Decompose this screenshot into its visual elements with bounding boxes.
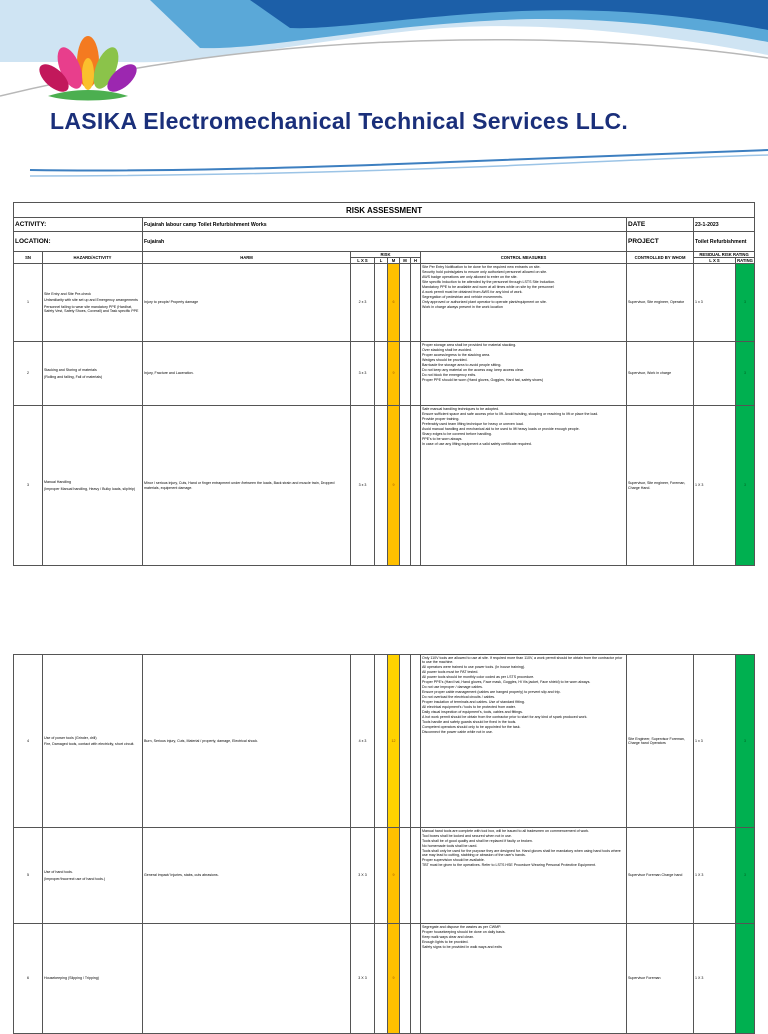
row-controlled-by: Supervisor Foreman Charge hand xyxy=(627,828,694,924)
assessment-title: RISK ASSESSMENT xyxy=(14,203,755,218)
control-item: Safe manual handling techniques to be adopted. xyxy=(422,406,500,411)
control-item: PPE's to be worn always. xyxy=(422,436,463,441)
row-lxs: 3 x 3 xyxy=(351,406,375,566)
control-item: Do not keep any material on the access way, keep access clear. xyxy=(422,367,524,372)
row-risk-score: 9 xyxy=(388,924,400,1034)
row-res-rating xyxy=(736,924,755,1034)
project-label: PROJECT xyxy=(627,232,694,252)
row-lxs: 3 X 3 xyxy=(351,828,375,924)
control-item: Proper access/egress to the stacking area. xyxy=(422,352,491,357)
hazard-line: (Rolling and falling, Fall of materials) xyxy=(44,374,103,379)
col-harm: HARM xyxy=(143,252,351,264)
row-m xyxy=(400,828,411,924)
row-controls xyxy=(421,342,627,406)
row-harm: General impact/ Injuries, stabs, cuts abrasions. xyxy=(143,828,351,924)
date-label: DATE xyxy=(627,218,694,232)
row-res-rating: 3 xyxy=(736,264,755,342)
row-m xyxy=(400,406,411,566)
control-item: Segregate and dispose the wastes as per CWMP. xyxy=(422,924,502,929)
control-item: Tools shall only be used for the purpose they are designed for. Hand gloves shall be mandatory when using hand tools where use may lead to cutting, stabbing or abrasion of the user's hands. xyxy=(422,848,621,857)
row-h xyxy=(411,924,421,1034)
location-label: LOCATION: xyxy=(14,232,143,252)
control-item: Tool boxes shall be locked and secured when not in use. xyxy=(422,833,512,838)
row-harm: Minor / serious injury, Cuts, Hand or finger entrapment under /between the loads, Back strain and muscle train, Dropped materials, equipment damage. xyxy=(143,406,351,566)
col-lxs: L X S xyxy=(351,258,375,264)
hazard-line: (Improper/Incorrect use of hand tools.) xyxy=(44,876,106,881)
row-l xyxy=(375,264,388,342)
control-item: Proper housekeeping should be done on daily basis. xyxy=(422,929,506,934)
control-item: Do not use improper / damage cables. xyxy=(422,684,483,689)
row-hazard xyxy=(43,828,143,924)
row-hazard xyxy=(43,264,143,342)
control-item: Safety signs to be provided in walk ways and exits xyxy=(422,944,502,949)
table-row xyxy=(14,828,755,924)
row-l xyxy=(375,828,388,924)
row-sn: 5 xyxy=(14,828,43,924)
row-m xyxy=(400,924,411,1034)
control-item: AWS badge operations are only allowed to enter on the site. xyxy=(422,274,518,279)
row-m xyxy=(400,655,411,828)
row-h xyxy=(411,655,421,828)
hazard-line: Manual Handling xyxy=(44,480,71,485)
row-res-rating: 3 xyxy=(736,342,755,406)
control-item: Wedges should be provided. xyxy=(422,357,468,362)
control-item: Segregation of pedestrian and vehicle movements. xyxy=(422,294,503,299)
row-h xyxy=(411,828,421,924)
row-hazard xyxy=(43,655,143,828)
control-item: Manual hand tools are complete with tool box, will be issued to all tradesmen on commencement of work. xyxy=(422,828,590,833)
row-controls xyxy=(421,406,627,566)
col-residual: RESIDUAL RISK RATING xyxy=(694,252,755,258)
control-item: No homemade tools shall be used. xyxy=(422,843,478,848)
col-risk: RISK xyxy=(351,252,421,258)
control-item: A work permit must be obtained from AWS for any kind of work. xyxy=(422,289,523,294)
control-item: All operators were trained to use power tools. (In house training). xyxy=(422,664,526,669)
activity-label: ACTIVITY: xyxy=(14,218,143,232)
control-item: Security hold points/gates to ensure only authorized personnel allowed on site. xyxy=(422,269,548,274)
row-res-lxs: 1 X 3 xyxy=(694,406,736,566)
row-controlled-by: Site Engineer, Supervisor Foreman, Charge hand Operators xyxy=(627,655,694,828)
row-res-rating: 3 xyxy=(736,828,755,924)
location-value: Fujairah xyxy=(143,232,627,252)
row-res-lxs: 1 X 3 xyxy=(694,924,736,1034)
rows-page2 xyxy=(14,655,755,1034)
control-item: Only approved or authorized plant operator to operate plant/equipment on site. xyxy=(422,299,547,304)
col-controlled-by: CONTROLLED BY WHOM xyxy=(627,252,694,264)
control-item: Disconnect the power cable while not in use. xyxy=(422,729,493,734)
company-name: LASIKA Electromechanical Technical Services LLC. xyxy=(50,108,629,134)
row-controlled-by: Supervisor Foreman xyxy=(627,924,694,1034)
row-m xyxy=(400,264,411,342)
col-sn: SN xyxy=(14,252,43,264)
row-controls xyxy=(421,828,627,924)
row-l xyxy=(375,924,388,1034)
control-item: Proper PPE's (Hard hat, Hand gloves, Face mask, Goggles, Hi Vis jacket, Face shield) to be worn always. xyxy=(422,679,591,684)
row-sn: 6 xyxy=(14,924,43,1034)
control-item: Proper supervision should be available. xyxy=(422,857,485,862)
row-lxs: 2 x 3 xyxy=(351,264,375,342)
control-item: All power tools must be PAT tested. xyxy=(422,669,479,674)
row-risk-score: 12 xyxy=(388,655,400,828)
control-item: Avoid manual handling and mechanical aid to be used to lift heavy loads or provide enough people. xyxy=(422,426,580,431)
control-item: Mandatory PPE to be available and worn at all times while on site by the personnel xyxy=(422,284,554,289)
row-hazard xyxy=(43,342,143,406)
row-controls xyxy=(421,264,627,342)
control-item: Only 110V tools are allowed to use at site. If required more than 110V, a work permit should be obtain from the contractor prior to use the machine. xyxy=(422,655,623,664)
row-res-lxs xyxy=(694,342,736,406)
row-lxs: 4 x 3 xyxy=(351,655,375,828)
control-item: Work in charge always present in the work location xyxy=(422,304,503,309)
table-row xyxy=(14,406,755,566)
row-l xyxy=(375,655,388,828)
risk-assessment-table-continued xyxy=(13,654,755,1034)
rows-page1 xyxy=(14,264,755,566)
hazard-line: (Improper Manual handling, Heavy / Bulky loads, slip/trip) xyxy=(44,486,136,491)
row-h xyxy=(411,406,421,566)
lotus-logo-icon xyxy=(28,30,148,110)
row-lxs: 3 x 3 xyxy=(351,342,375,406)
control-item: Tools shall be of good quality and shall be replaced if faulty or broken. xyxy=(422,838,533,843)
row-hazard xyxy=(43,406,143,566)
hazard-line: Personnel failing to wear site mandatory PPE (Hardhat, Safety Vest, Safety Shoes, Coverall) and Task specific PPE xyxy=(44,304,139,313)
row-harm: Injury, Fracture and Laceration. xyxy=(143,342,351,406)
table-row xyxy=(14,924,755,1034)
row-lxs: 3 X 3 xyxy=(351,924,375,1034)
hazard-line: Use of hand tools. xyxy=(44,870,73,875)
table-row xyxy=(14,342,755,406)
row-res-lxs: 1 x 3 xyxy=(694,264,736,342)
row-controlled-by: Supervisor, Site engineer, Operator xyxy=(627,264,694,342)
row-risk-score: 9 xyxy=(388,406,400,566)
date-value: 23-1-2023 xyxy=(694,218,755,232)
hazard-line: Housekeeping (Slipping / Tripping) xyxy=(44,976,99,981)
row-res-rating: 3 xyxy=(736,406,755,566)
row-l xyxy=(375,342,388,406)
control-item: Site specific Induction to be attended by the personnel through LSTS Site Induction. xyxy=(422,279,556,284)
control-item: Keep walk ways clear and clean. xyxy=(422,934,475,939)
control-item: All power tools should be monthly color coded as per LSTS procedure. xyxy=(422,674,535,679)
hazard-line: Site Entry and Site Pre-check xyxy=(44,291,91,296)
control-item: A hot work permit should be obtain from the contractor prior to start for any kind of spark produced work. xyxy=(422,714,588,719)
row-sn: 4 xyxy=(14,655,43,828)
row-sn: 2 xyxy=(14,342,43,406)
row-m xyxy=(400,342,411,406)
control-item: Over stacking shall be avoided. xyxy=(422,347,472,352)
row-l xyxy=(375,406,388,566)
control-item: Proper PPE should be worn (Hand gloves, Goggles, Hard hat, safety shoes) xyxy=(422,377,544,382)
row-res-rating: 3 xyxy=(736,655,755,828)
control-item: Provide proper training. xyxy=(422,416,460,421)
col-mh: M xyxy=(400,258,411,264)
row-risk-score: 6 xyxy=(388,264,400,342)
control-item: All electrical equipment's / tools to be protected from water. xyxy=(422,704,516,709)
row-controls xyxy=(421,655,627,828)
row-risk-score: 9 xyxy=(388,828,400,924)
row-controlled-by: Supervisor, Site engineer, Foreman, Charge Hand. xyxy=(627,406,694,566)
col-control: CONTROL MEASURES xyxy=(421,252,627,264)
row-controls xyxy=(421,924,627,1034)
table-row xyxy=(14,655,755,828)
control-item: Enough lights to be provided. xyxy=(422,939,469,944)
row-harm: Burn, Serious injury, Cuts, Material / property, damage, Electrical shock. xyxy=(143,655,351,828)
control-item: Daily visual inspection of equipment's, tools, cables and fittings. xyxy=(422,709,523,714)
control-item: Do not block the emergency exits. xyxy=(422,372,477,377)
project-value: Toilet Refurbishment xyxy=(694,232,755,252)
control-item: Proper storage area shall be provided for material stacking. xyxy=(422,342,517,347)
hazard-line: Use of power tools (Grinder, drill) xyxy=(44,735,97,740)
col-m: M xyxy=(388,258,400,264)
control-item: Competent operators should only to be appointed for the task. xyxy=(422,724,521,729)
activity-value: Fujairah labour camp Toilet Refurbishment Works xyxy=(143,218,627,232)
hazard-line: Stacking and Storing of materials xyxy=(44,368,97,373)
row-res-lxs: 1 X 3 xyxy=(694,828,736,924)
row-hazard xyxy=(43,924,143,1034)
col-l: L xyxy=(375,258,388,264)
hazard-line: Fire, Damaged tools, contact with electricity, short circuit. xyxy=(44,742,135,746)
col-hazard: HAZARD/ACTIVITY xyxy=(43,252,143,264)
control-item: Site Per Entry Notification to be done for the required new entrants on site. xyxy=(422,264,541,269)
row-sn: 3 xyxy=(14,406,43,566)
control-item: Barricade the storage area to avoid people sitting. xyxy=(422,362,502,367)
control-item: Tools handle and safety guards should be fixed in the tools. xyxy=(422,719,517,724)
row-controlled-by: Supervisor, Work in charge xyxy=(627,342,694,406)
col-res-lxs: L X S xyxy=(694,258,736,264)
row-risk-score: 9 xyxy=(388,342,400,406)
table-row xyxy=(14,264,755,342)
risk-assessment-table xyxy=(13,202,755,566)
row-sn: 1 xyxy=(14,264,43,342)
control-item: TBT must be given to the operatives. Refer to LSTS HSE Procedure Wearing Personal Protective Equipment. xyxy=(422,862,597,867)
hazard-line: Unfamiliarity with site set up and Emergency arrangements xyxy=(44,298,138,303)
control-item: Ensure proper cable management (cables are hanged properly) to prevent slip and trip. xyxy=(422,689,561,694)
row-res-lxs: 1 x 3 xyxy=(694,655,736,828)
control-item: Proper insulation of terminals and cables. Use of standard fitting. xyxy=(422,699,525,704)
row-h xyxy=(411,264,421,342)
control-item: Ensure sufficient space and safe access prior to lift. Avoid twisting, stooping or reaching to lift or place the load. xyxy=(422,411,599,416)
control-item: Do not overload the electrical circuits / cables. xyxy=(422,694,496,699)
control-item: Sharp edges to be covered before handling. xyxy=(422,431,492,436)
control-item: In case of use any lifting equipment a valid safety certificate required. xyxy=(422,441,532,446)
row-harm: Injury to people/ Property damage xyxy=(143,264,351,342)
control-item: Preferably used team lifting technique for heavy or uneven load. xyxy=(422,421,524,426)
col-h: H xyxy=(411,258,421,264)
row-harm xyxy=(143,924,351,1034)
col-rating: RATING xyxy=(737,258,753,263)
row-h xyxy=(411,342,421,406)
